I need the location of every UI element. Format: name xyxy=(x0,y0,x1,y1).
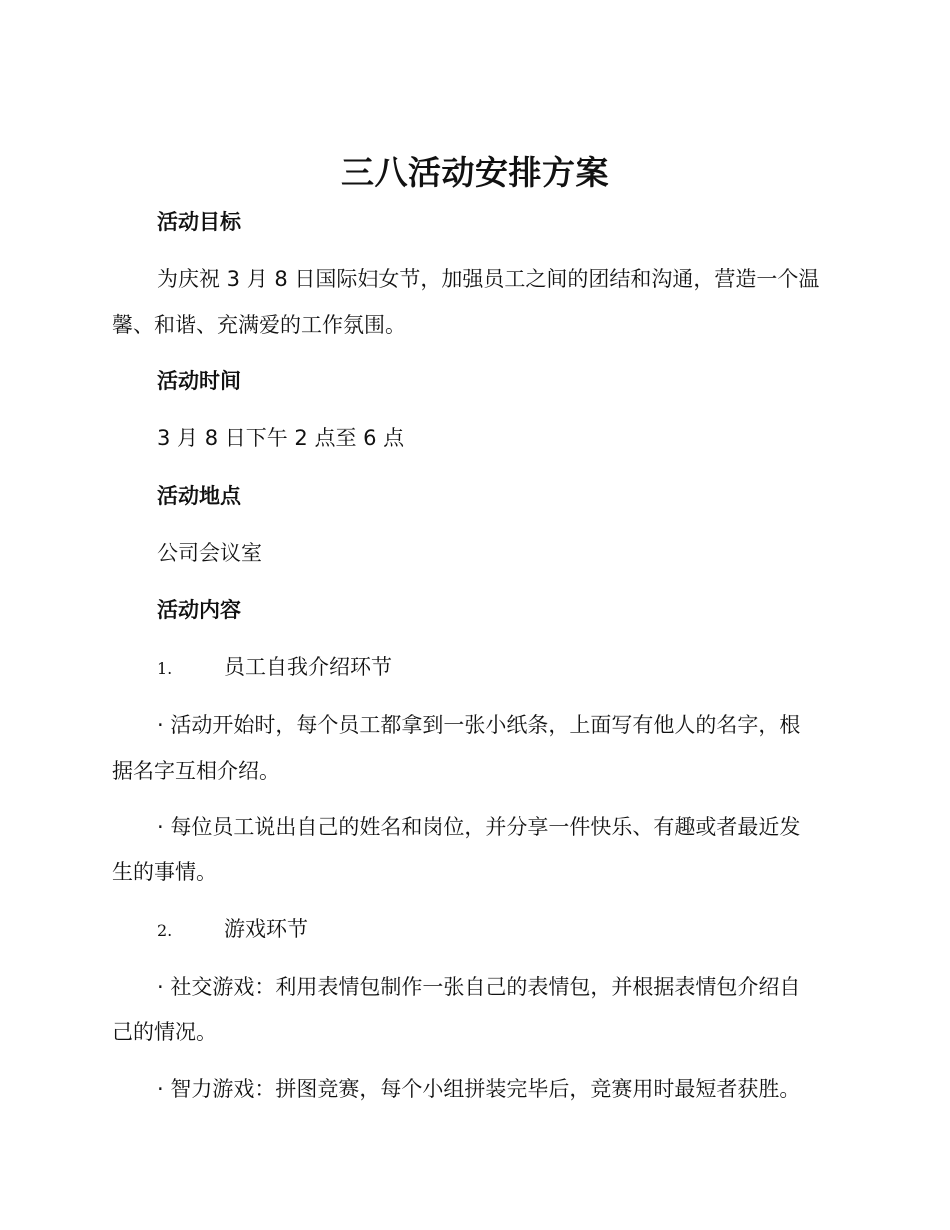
bullet-1-2-line-2: 生的事情。 xyxy=(112,860,217,884)
paragraph-goal-line-2: 馨、和谐、充满爱的工作氛围。 xyxy=(112,313,406,337)
bullet-2-2-line-1: · 智力游戏：拼图竞赛，每个小组拼装完毕后，竞赛用时最短者获胜。 xyxy=(157,1077,801,1101)
bullet-2-1-line-1: · 社交游戏：利用表情包制作一张自己的表情包，并根据表情包介绍自 xyxy=(157,975,801,999)
list-number-2: 2. xyxy=(157,921,173,940)
section-heading-time: 活动时间 xyxy=(157,369,241,393)
paragraph-location: 公司会议室 xyxy=(157,541,262,565)
document-title: 三八活动安排方案 xyxy=(341,153,609,192)
bullet-2-1-line-2: 己的情况。 xyxy=(112,1020,217,1044)
list-item-label-2: 游戏环节 xyxy=(224,917,308,941)
section-heading-location: 活动地点 xyxy=(157,484,241,508)
section-heading-content: 活动内容 xyxy=(157,598,241,622)
list-item-label-1: 员工自我介绍环节 xyxy=(224,655,392,679)
section-heading-goal: 活动目标 xyxy=(157,210,241,234)
paragraph-goal-line-1: 为庆祝 3 月 8 日国际妇女节，加强员工之间的团结和沟通，营造一个温 xyxy=(157,267,820,291)
bullet-1-1-line-1: · 活动开始时，每个员工都拿到一张小纸条，上面写有他人的名字，根 xyxy=(157,713,801,737)
bullet-1-2-line-1: · 每位员工说出自己的姓名和岗位，并分享一件快乐、有趣或者最近发 xyxy=(157,815,801,839)
bullet-1-1-line-2: 据名字互相介绍。 xyxy=(112,759,280,783)
list-number-1: 1. xyxy=(157,659,173,678)
paragraph-time: 3 月 8 日下午 2 点至 6 点 xyxy=(157,426,405,450)
